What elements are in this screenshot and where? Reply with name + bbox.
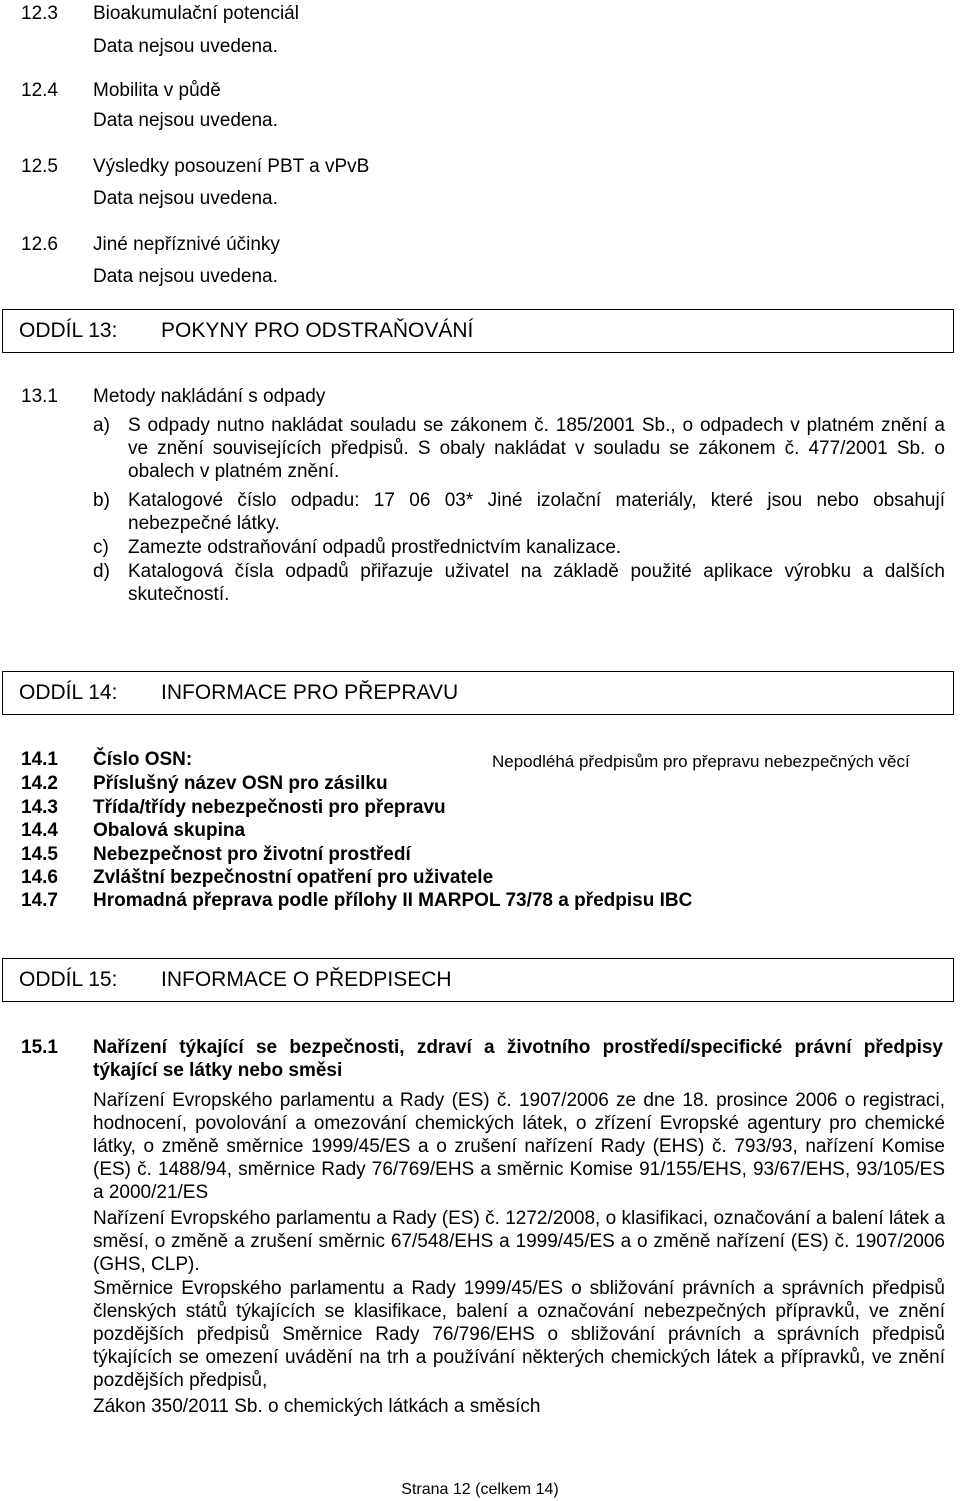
regulation-paragraph: Směrnice Evropského parlamentu a Rady 1999/45/ES o sbližování právních a správních předpisů členských států týkajících se klasifikace, balení a označování nebezpečných přípravků, ve znění pozdějších předpisů Směrnice Rady 76/796/EHS o sbližování právních a správních předpisů týkajících se omezení uvádění na trh a používání některých chemických látek a přípravků, ve znění pozdějších předpisů, [93,1278,945,1391]
row-label: Hromadná přeprava podle přílohy II MARPOL 73/78 a předpisu IBC [93,890,693,911]
regulation-paragraph: Nařízení Evropského parlamentu a Rady (ES) č. 1272/2008, o klasifikaci, označování a balení látek a směsí, o změně a zrušení směrnic 67/548/EHS a 1999/45/ES a o změně nařízení (ES) č. 1907/2006 (GHS, CLP). [93,1208,945,1275]
row-number: 14.5 [21,844,58,865]
page-footer: Strana 12 (celkem 14) [401,1481,559,1498]
subsection-text: Data nejsou uvedena. [93,188,278,209]
row-label: Třída/třídy nebezpečnosti pro přepravu [93,797,446,818]
subsection-number: 15.1 [21,1037,58,1058]
list-item [93,560,945,607]
row-number: 14.4 [21,820,58,841]
row-number: 14.3 [21,797,58,818]
item-text: S odpady nutno nakládat souladu se zákonem č. 185/2001 Sb., o odpadech v platném znění a ve znění souvisejících předpisů. S obaly nakládat v souladu se zákonem č. 477/2001 Sb. o obalech v platném znění. [128,415,945,482]
list-item [93,414,945,485]
section-15-header [2,958,954,1002]
subsection-title: Metody nakládání s odpady [93,386,326,407]
section-14-header [2,671,954,715]
item-label: b) [93,490,110,511]
row-label: Číslo OSN: [93,749,193,770]
item-text: Katalogová čísla odpadů přiřazuje uživatel na základě použité aplikace výrobku a dalších skutečností. [128,561,945,605]
item-text: Katalogové číslo odpadu: 17 06 03* Jiné izolační materiály, které jsou nebo obsahují nebezpečné látky. [128,490,945,534]
item-text: Zamezte odstraňování odpadů prostřednictvím kanalizace. [128,537,622,558]
item-label: d) [93,561,110,582]
subsection-title: Výsledky posouzení PBT a vPvB [93,156,370,177]
subsection-title: Mobilita v půdě [93,80,221,101]
row-label: Nebezpečnost pro životní prostředí [93,844,411,865]
section-title: INFORMACE O PŘEDPISECH [161,968,452,991]
list-item [93,489,945,536]
subsection-number: 12.5 [21,156,58,177]
section-number: ODDÍL 14: [19,681,118,704]
subsection-number: 12.3 [21,3,58,24]
section-number: ODDÍL 15: [19,968,118,991]
section-title: POKYNY PRO ODSTRAŇOVÁNÍ [161,319,474,342]
subsection-text: Data nejsou uvedena. [93,266,278,287]
subsection-text: Data nejsou uvedena. [93,110,278,131]
regulation-paragraph: Nařízení Evropského parlamentu a Rady (ES) č. 1907/2006 ze dne 18. prosince 2006 o registraci, hodnocení, povolování a omezování chemických látek, o zřízení Evropské agentury pro chemické látky, o změně směrnice 1999/45/ES a o zrušení nařízení Rady (EHS) č. 793/93, nařízení Komise (ES) č. 1488/94, směrnice Rady 76/769/EHS a směrnic Komise 91/155/EHS, 93/67/EHS, 93/105/ES a 2000/21/ES [93,1090,945,1203]
row-number: 14.2 [21,773,58,794]
subsection-text: Data nejsou uvedena. [93,36,278,57]
row-number: 14.6 [21,867,58,888]
section-number: ODDÍL 13: [19,319,118,342]
subsection-title: Bioakumulační potenciál [93,3,299,24]
row-label: Zvláštní bezpečnostní opatření pro uživatele [93,867,494,888]
row-label: Obalová skupina [93,820,246,841]
subsection-title: Nařízení týkající se bezpečnosti, zdraví a životního prostředí/specifické právní předpisy týkající se látky nebo směsi [93,1037,943,1081]
row-number: 14.7 [21,890,58,911]
row-number: 14.1 [21,749,58,770]
disposal-list [93,414,945,607]
regulation-paragraph: Zákon 350/2011 Sb. o chemických látkách a směsích [93,1396,541,1417]
subsection-number: 12.6 [21,234,58,255]
item-label: a) [93,415,110,436]
subsection-title: Jiné nepříznivé účinky [93,234,280,255]
item-label: c) [93,537,109,558]
section-title: INFORMACE PRO PŘEPRAVU [161,681,459,704]
row-label: Příslušný název OSN pro zásilku [93,773,388,794]
section-13-header [2,309,954,353]
transport-note: Nepodléhá předpisům pro přepravu nebezpečných věcí [492,752,910,771]
list-item [93,536,945,559]
subsection-number: 13.1 [21,386,58,407]
subsection-number: 12.4 [21,80,58,101]
